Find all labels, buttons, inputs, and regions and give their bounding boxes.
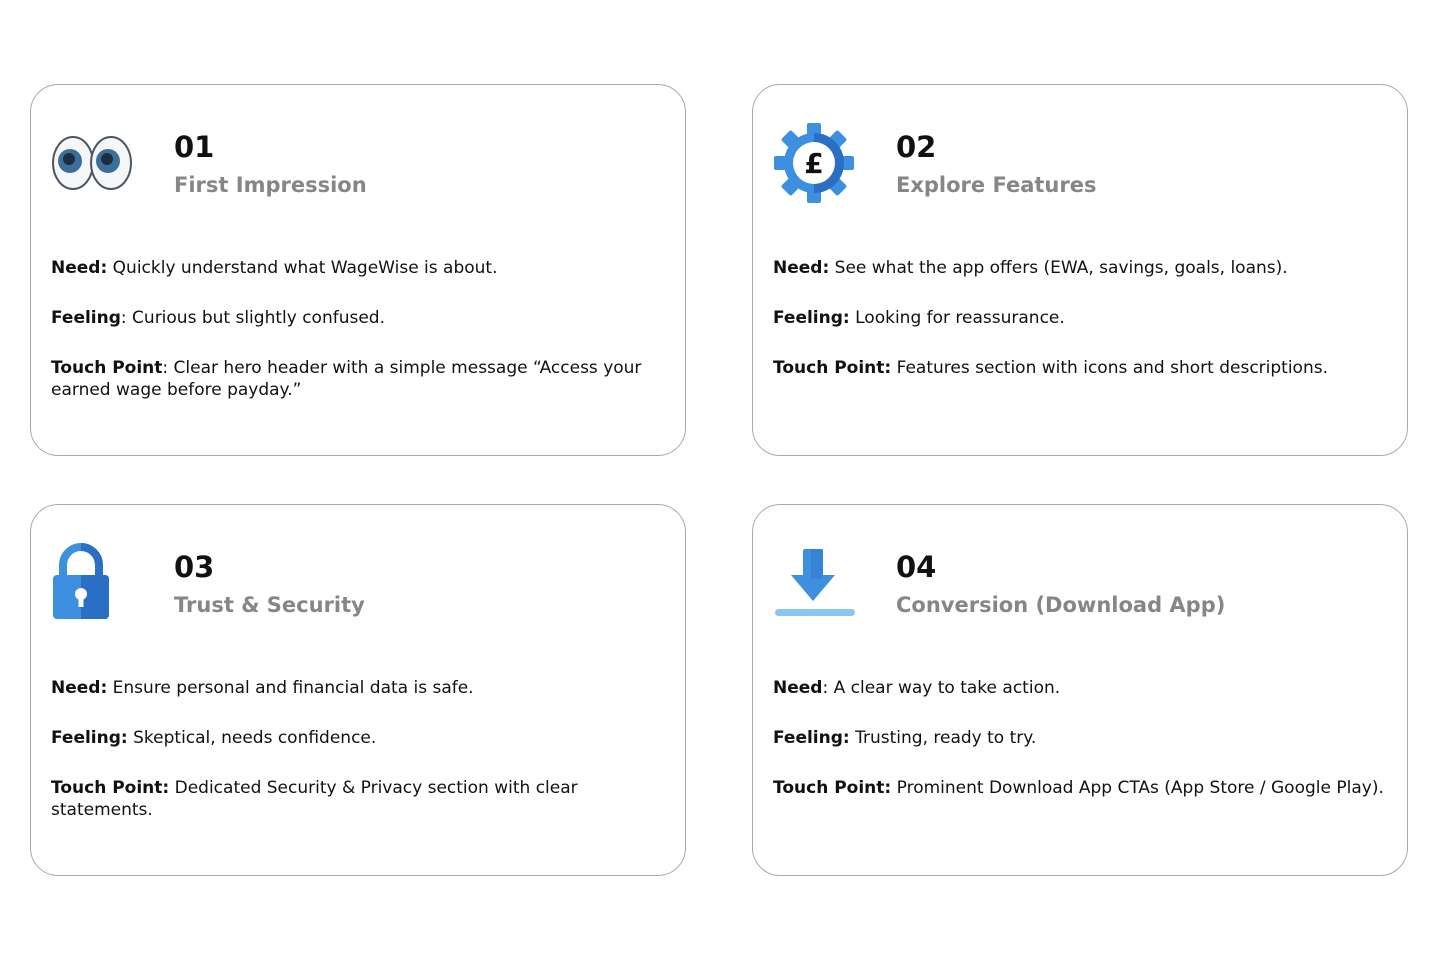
stage-number: 01: [174, 130, 215, 164]
need-label: Need:: [773, 258, 830, 278]
journey-card-trust-security: [30, 504, 686, 876]
need-text: : A clear way to take action.: [822, 678, 1061, 698]
need-row: [51, 257, 651, 279]
stage-title: First Impression: [174, 173, 367, 197]
feeling-row: [51, 727, 651, 749]
touch-point-label: Touch Point:: [51, 778, 170, 798]
stage-details: [51, 257, 651, 429]
feeling-label: Feeling:: [51, 728, 128, 748]
journey-card-explore-features: [752, 84, 1408, 456]
touch-point-row: [773, 777, 1403, 799]
feeling-text: : Curious but slightly confused.: [120, 308, 385, 328]
eyes-icon: [49, 121, 139, 205]
stage-number: 03: [174, 550, 215, 584]
feeling-label: Feeling:: [773, 308, 850, 328]
stage-details: [773, 677, 1403, 827]
stage-details: [51, 677, 651, 849]
touch-point-row: [51, 777, 651, 821]
feeling-text: Looking for reassurance.: [849, 308, 1065, 328]
stage-title: Trust & Security: [174, 593, 365, 617]
feeling-text: Skeptical, needs confidence.: [127, 728, 377, 748]
need-text: Ensure personal and financial data is safe.: [107, 678, 474, 698]
feeling-label: Feeling: [51, 308, 121, 328]
stage-details: [773, 257, 1403, 407]
need-label: Need: [773, 678, 823, 698]
touch-point-row: [773, 357, 1403, 379]
svg-text:£: £: [804, 147, 824, 180]
lock-icon: [49, 541, 139, 625]
feeling-text: Trusting, ready to try.: [849, 728, 1037, 748]
pound-gear-icon: [771, 121, 861, 205]
stage-number: 04: [896, 550, 937, 584]
feeling-row: [773, 307, 1403, 329]
need-label: Need:: [51, 678, 108, 698]
stage-number: 02: [896, 130, 937, 164]
touch-point-text: : Clear hero header with a simple message “Access your earned wage before payday.”: [51, 358, 642, 400]
touch-point-label: Touch Point:: [773, 358, 892, 378]
need-text: Quickly understand what WageWise is about.: [107, 258, 498, 278]
journey-card-conversion: [752, 504, 1408, 876]
need-row: [773, 257, 1403, 279]
touch-point-text: Dedicated Security & Privacy section with clear statements.: [51, 778, 578, 820]
need-row: [51, 677, 651, 699]
touch-point-label: Touch Point:: [773, 778, 892, 798]
touch-point-label: Touch Point: [51, 358, 163, 378]
touch-point-row: [51, 357, 651, 401]
need-text: See what the app offers (EWA, savings, goals, loans).: [829, 258, 1288, 278]
touch-point-text: Prominent Download App CTAs (App Store / Google Play).: [891, 778, 1384, 798]
feeling-row: [51, 307, 651, 329]
touch-point-text: Features section with icons and short descriptions.: [891, 358, 1328, 378]
stage-title: Explore Features: [896, 173, 1097, 197]
stage-title: Conversion (Download App): [896, 593, 1226, 617]
download-icon: [771, 541, 861, 625]
need-row: [773, 677, 1403, 699]
feeling-label: Feeling:: [773, 728, 850, 748]
need-label: Need:: [51, 258, 108, 278]
journey-card-first-impression: [30, 84, 686, 456]
feeling-row: [773, 727, 1403, 749]
